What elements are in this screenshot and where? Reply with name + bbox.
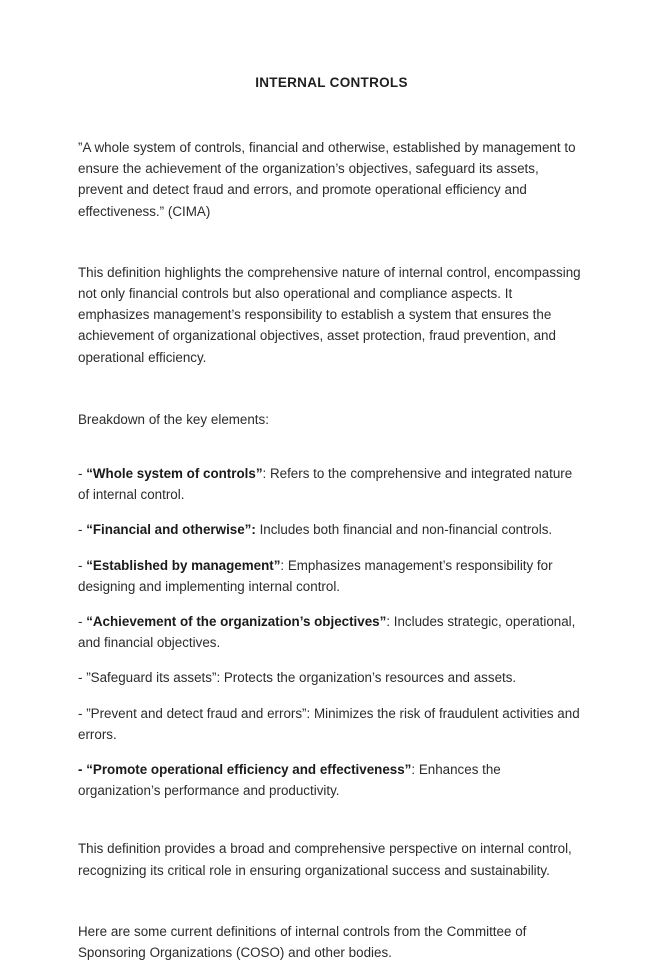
list-item-term: “Whole system of controls” (86, 466, 263, 482)
list-item-description: : Refers to the comprehensive and integrated nature of internal control. (78, 466, 573, 503)
list-item-description: : Includes strategic, operational, and financial objectives. (78, 614, 576, 651)
list-item (78, 703, 585, 745)
list-item-term: “Financial and otherwise”: (86, 522, 256, 538)
list-item-dash: - (78, 670, 87, 686)
list-item (78, 463, 585, 505)
list-item-description: : Emphasizes management’s responsibility for designing and implementing internal control. (78, 557, 553, 594)
list-item (78, 667, 585, 688)
closing-paragraph-coso-intro: Here are some current definitions of internal controls from the Committee of Sponsoring Organizations (COSO) and other bodies. (78, 923, 527, 961)
list-item-dash: - (78, 614, 87, 630)
list-item-term: ”Prevent and detect fraud and errors” (86, 705, 307, 721)
list-item-dash: - (78, 466, 87, 482)
list-item (78, 611, 585, 653)
closing-paragraph-perspective: This definition provides a broad and comprehensive perspective on internal control, recognizing its critical role in ensuring organizational success and sustainability. (78, 841, 572, 878)
list-item-term: “Promote operational efficiency and effectiveness” (86, 762, 412, 778)
page-title: INTERNAL CONTROLS (255, 75, 408, 90)
definition-explanation-paragraph: This definition highlights the comprehensive nature of internal control, encompassing not only financial controls but also operational and compliance aspects. It emphasizes management’s responsibility to establish a system that ensures the achievement of organizational objectives, asset protection, fraud prevention, and operational efficiency. (78, 264, 581, 365)
list-item (78, 555, 585, 597)
list-item-dash: - (78, 557, 87, 573)
list-item-description: : Enhances the organization’s performance and productivity. (78, 762, 501, 799)
key-elements-list (78, 463, 585, 801)
list-item-dash: - (78, 522, 87, 538)
list-item-description: Includes both financial and non-financial controls. (255, 522, 553, 538)
list-item (78, 519, 585, 540)
list-item-description: : Minimizes the risk of fraudulent activities and errors. (78, 705, 580, 742)
list-item-dash: - (78, 705, 87, 721)
list-item-description: : Protects the organization’s resources and assets. (216, 670, 517, 686)
list-item-term: “Established by management” (86, 557, 281, 573)
list-item-term: ”Safeguard its assets” (86, 670, 217, 686)
list-item-dash: - (78, 762, 87, 778)
list-item-term: “Achievement of the organization’s objectives” (86, 614, 387, 630)
document-content (78, 0, 585, 963)
breakdown-intro-line: Breakdown of the key elements: (78, 411, 269, 427)
cima-definition-quote: ”A whole system of controls, financial and otherwise, established by management to ensure the achievement of the organization’s objectives, safeguard its assets, prevent and detect fraud and errors, and promote operational efficiency and effectiveness.” (CIMA) (78, 140, 576, 219)
list-item (78, 759, 585, 801)
